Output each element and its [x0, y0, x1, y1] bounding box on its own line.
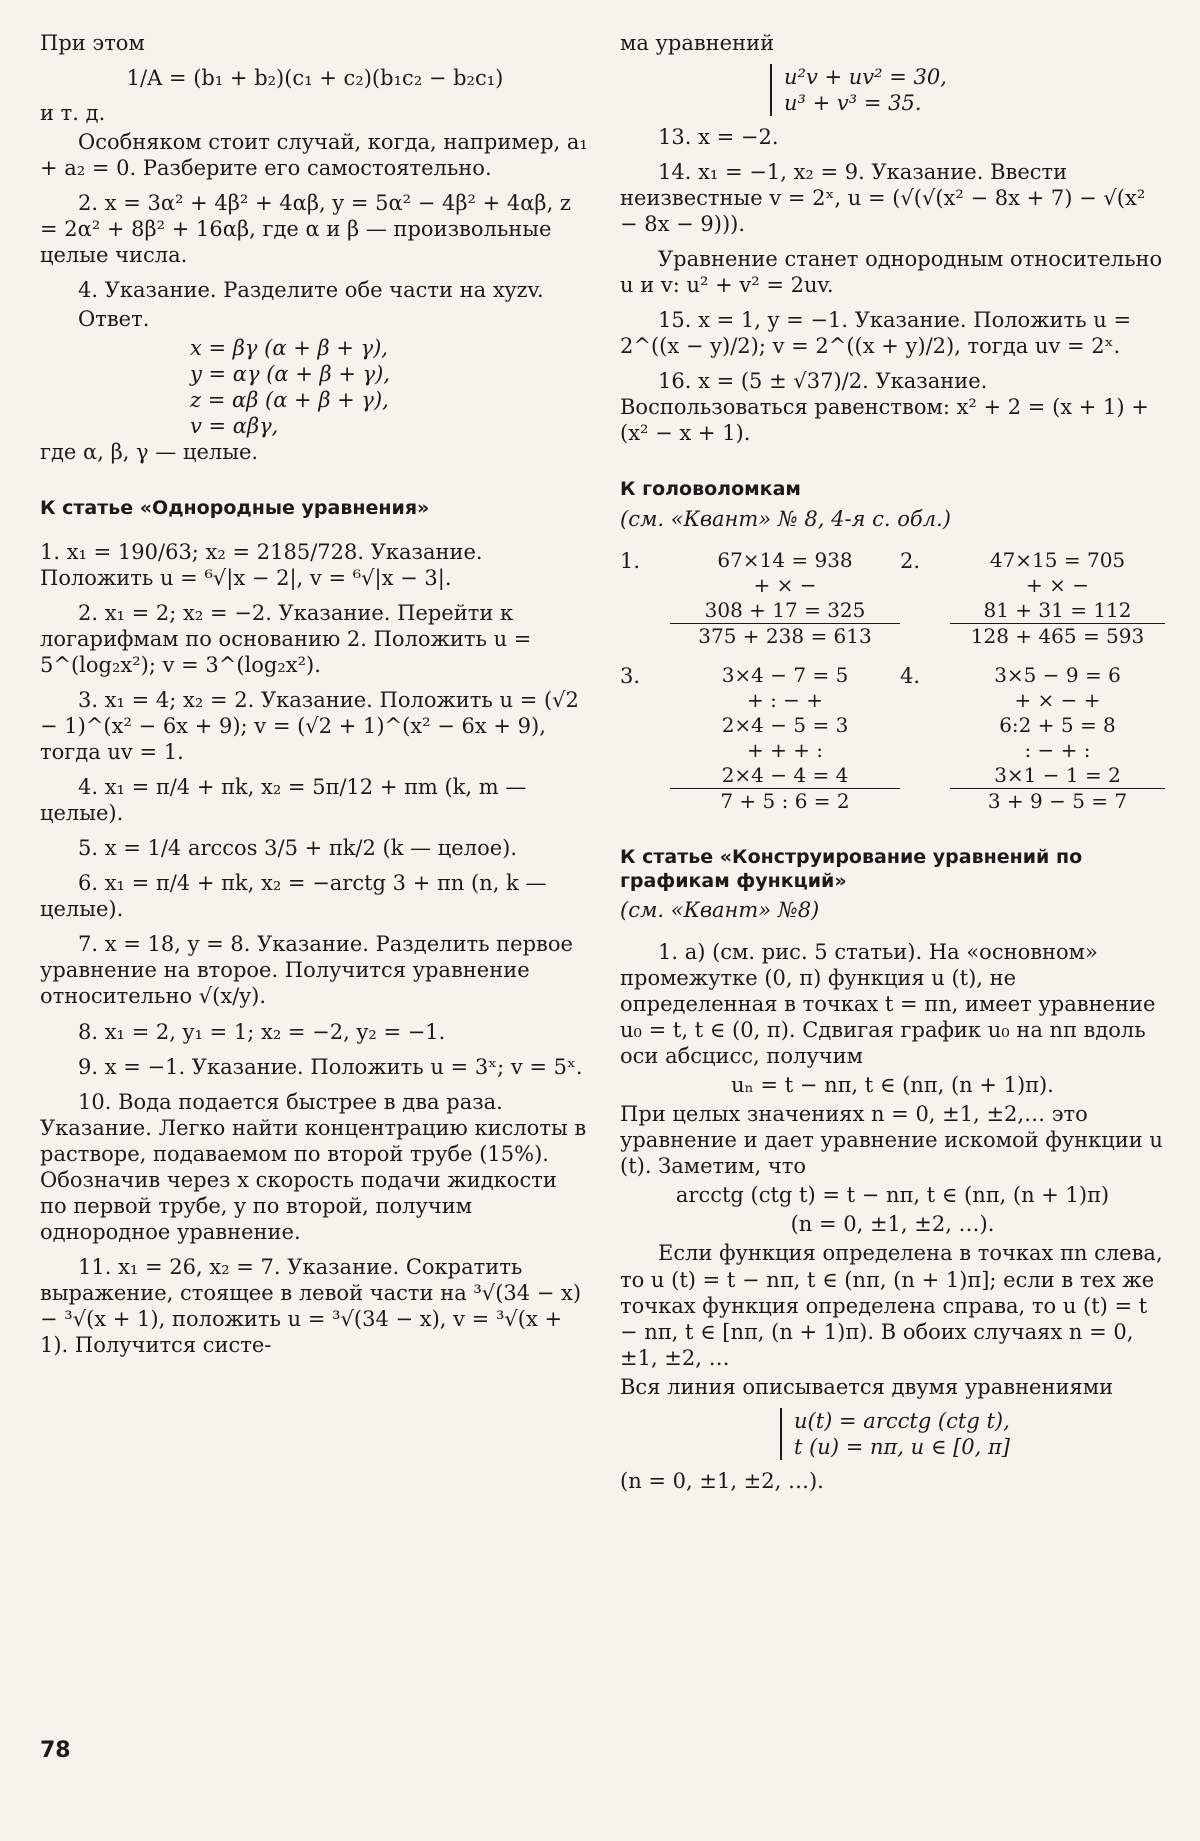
puzzle-row: 81 + 31 = 112 — [950, 598, 1165, 624]
formula: arcctg (ctg t) = t − nπ, t ∈ (nπ, (n + 1)π) — [675, 1183, 1110, 1208]
answer-line: x = βγ (α + β + γ), — [190, 336, 388, 361]
puzzle-row: 3×4 − 7 = 5 — [721, 663, 849, 688]
puzzle-row: + : − + — [746, 688, 824, 713]
puzzle-block — [950, 548, 1165, 649]
formula: 1/A = (b₁ + b₂)(c₁ + c₂)(b₁c₂ − b₂c₁) — [126, 66, 504, 91]
puzzle-block — [670, 548, 900, 649]
puzzle-row: 67×14 = 938 — [717, 548, 853, 573]
item-4: 4. x₁ = π/4 + πk, x₂ = 5π/12 + πm (k, m — целые). — [40, 775, 527, 826]
item-14: 14. x₁ = −1, x₂ = 9. Указание. Ввести неизвестные v = 2ˣ, u = (√(√(x² − 8x + 7) − √(x² − 8x − 9))). — [620, 160, 1146, 237]
item-8: 8. x₁ = 2, y₁ = 1; x₂ = −2, y₂ = −1. — [78, 1019, 446, 1044]
item-10: 10. Вода подается быстрее в два раза. Указание. Легко найти концентрацию кислоты в растворе, подаваемом по второй трубе (15%). Обозначив через x скорость подачи жидкости по первой трубе, y по второй, получим однородное уравнение. — [40, 1089, 587, 1244]
puzzle-block — [670, 663, 900, 814]
item-16: 16. x = (5 ± √37)/2. Указание. Воспользоваться равенством: x² + 2 = (x + 1) + (x² − x + 1). — [620, 369, 1149, 446]
item-15: 15. x = 1, y = −1. Указание. Положить u = 2^((x − y)/2); v = 2^((x + y)/2), тогда uv = 2ˣ. — [620, 308, 1132, 359]
answer-line: v = αβγ, — [190, 414, 279, 439]
item-6: 6. x₁ = π/4 + πk, x₂ = −arctg 3 + πn (n, k — целые). — [40, 871, 547, 922]
text-line: где α, β, γ — целые. — [40, 440, 259, 465]
puzzle-row: + × − + — [1014, 688, 1101, 713]
puzzle-row: + + + : — [746, 738, 824, 763]
item-11: 11. x₁ = 26, x₂ = 7. Указание. Сократить выражение, стоящее в левой части на ³√(34 − x) − ³√(x + 1), положить u = ³√(34 − x), v = ³√(x + 1). Получится систе- — [40, 1254, 582, 1357]
puzzle-number: 2. — [900, 549, 921, 574]
puzzle-row: + × − — [753, 573, 817, 598]
answer-line: z = αβ (α + β + γ), — [190, 388, 389, 413]
item-5: 5. x = 1/4 arccos 3/5 + πk/2 (k — целое). — [78, 836, 518, 861]
section-heading: К статье «Конструирование уравнений по графикам функций» — [620, 846, 1083, 892]
paragraph: 1. а) (см. рис. 5 статьи). На «основном» промежутке (0, π) функция u (t), не определенная в точках t = πn, имеет уравнение u₀ = t, t ∈ (0, π). Сдвигая график u₀ на nπ вдоль оси абсцисс, получим — [620, 940, 1156, 1069]
item-2: 2. x₁ = 2; x₂ = −2. Указание. Перейти к логарифмам по основанию 2. Положить u = 5^(log₂x²); v = 3^(log₂x²). — [40, 601, 532, 678]
item-9: 9. x = −1. Указание. Положить u = 3ˣ; v = 5ˣ. — [78, 1054, 583, 1079]
system-line: u³ + v³ = 35. — [784, 91, 922, 116]
section-subheading: (см. «Квант» № 8, 4-я с. обл.) — [620, 506, 951, 531]
equation-system — [770, 64, 1165, 116]
puzzle-number: 3. — [620, 664, 641, 689]
item-7: 7. x = 18, y = 8. Указание. Разделить первое уравнение на второе. Получится уравнение относительно √(x/y). — [40, 932, 573, 1009]
puzzle-row: 375 + 238 = 613 — [698, 624, 872, 649]
page-number: 78 — [40, 1738, 71, 1763]
system-line: u²v + uv² = 30, — [784, 65, 947, 90]
answer-2: 2. x = 3α² + 4β² + 4αβ, y = 5α² − 4β² + 4αβ, z = 2α² + 8β² + 16αβ, где α и β — произвольные целые числа. — [40, 191, 571, 268]
item-3: 3. x₁ = 4; x₂ = 2. Указание. Положить u = (√2 − 1)^(x² − 6x + 9); v = (√2 + 1)^(x² − 6x + 9), тогда uv = 1. — [40, 688, 579, 765]
puzzle-block — [950, 663, 1165, 814]
answer-system — [190, 335, 590, 439]
puzzle-row: 3×1 − 1 = 2 — [950, 763, 1165, 789]
right-column — [620, 30, 1165, 1497]
section-heading: К статье «Однородные уравнения» — [40, 497, 430, 520]
puzzle-grid — [620, 663, 1165, 814]
section-heading: К головоломкам — [620, 478, 801, 501]
puzzle-row: 7 + 5 : 6 = 2 — [720, 789, 850, 814]
paragraph: Особняком стоит случай, когда, например, a₁ + a₂ = 0. Разберите его самостоятельно. — [40, 130, 588, 181]
formula: uₙ = t − nπ, t ∈ (nπ, (n + 1)π). — [731, 1073, 1054, 1098]
paragraph: При целых значениях n = 0, ±1, ±2,… это уравнение и дает уравнение искомой функции u (t). Заметим, что — [620, 1102, 1163, 1179]
formula: (n = 0, ±1, ±2, …). — [790, 1212, 995, 1237]
system-line: u(t) = arcctg (ctg t), — [794, 1408, 1010, 1433]
puzzle-row: 47×15 = 705 — [989, 548, 1126, 573]
equation-system — [780, 1408, 1165, 1460]
paragraph: Если функция определена в точках πn слева, то u (t) = t − nπ, t ∈ (nπ, (n + 1)π]; если в тех же точках функция определена справа, то u (t) = t − nπ, t ∈ [nπ, (n + 1)π). В обоих случаях n = 0, ±1, ±2, … — [620, 1241, 1163, 1370]
text-line: При этом — [40, 31, 145, 55]
puzzle-row: 128 + 465 = 593 — [970, 624, 1145, 649]
puzzle-row: + × − — [1026, 573, 1089, 598]
item-13: 13. x = −2. — [658, 125, 779, 150]
puzzle-row: : − + : — [1024, 738, 1091, 763]
puzzle-row: 308 + 17 = 325 — [670, 598, 900, 624]
text-line: (n = 0, ±1, ±2, …). — [620, 1468, 824, 1493]
puzzle-row: 3 + 9 − 5 = 7 — [987, 789, 1128, 814]
section-subheading: (см. «Квант» №8) — [620, 898, 820, 923]
puzzle-row: 6:2 + 5 = 8 — [999, 713, 1116, 738]
system-line: t (u) = nπ, u ∈ [0, π] — [794, 1434, 1010, 1459]
item-1: 1. x₁ = 190/63; x₂ = 2185/728. Указание. Положить u = ⁶√|x − 2|, v = ⁶√|x − 3|. — [40, 540, 483, 591]
paragraph: Уравнение станет однородным относительно u и v: u² + v² = 2uv. — [620, 247, 1163, 298]
puzzle-row: 2×4 − 5 = 3 — [721, 713, 849, 738]
answer-line: y = αγ (α + β + γ), — [190, 362, 391, 387]
puzzle-row: 2×4 − 4 = 4 — [670, 763, 900, 789]
text-line: и т. д. — [40, 101, 106, 126]
puzzle-number: 4. — [900, 664, 921, 689]
answer-4: 4. Указание. Разделите обе части на xyzv. — [78, 278, 544, 303]
left-column — [40, 30, 590, 1367]
puzzle-row: 3×5 − 9 = 6 — [994, 663, 1121, 688]
paragraph: Вся линия описывается двумя уравнениями — [620, 1374, 1114, 1399]
puzzle-number: 1. — [620, 549, 641, 574]
puzzle-grid — [620, 548, 1165, 649]
answer-label: Ответ. — [78, 307, 150, 332]
text-line: ма уравнений — [620, 31, 775, 55]
